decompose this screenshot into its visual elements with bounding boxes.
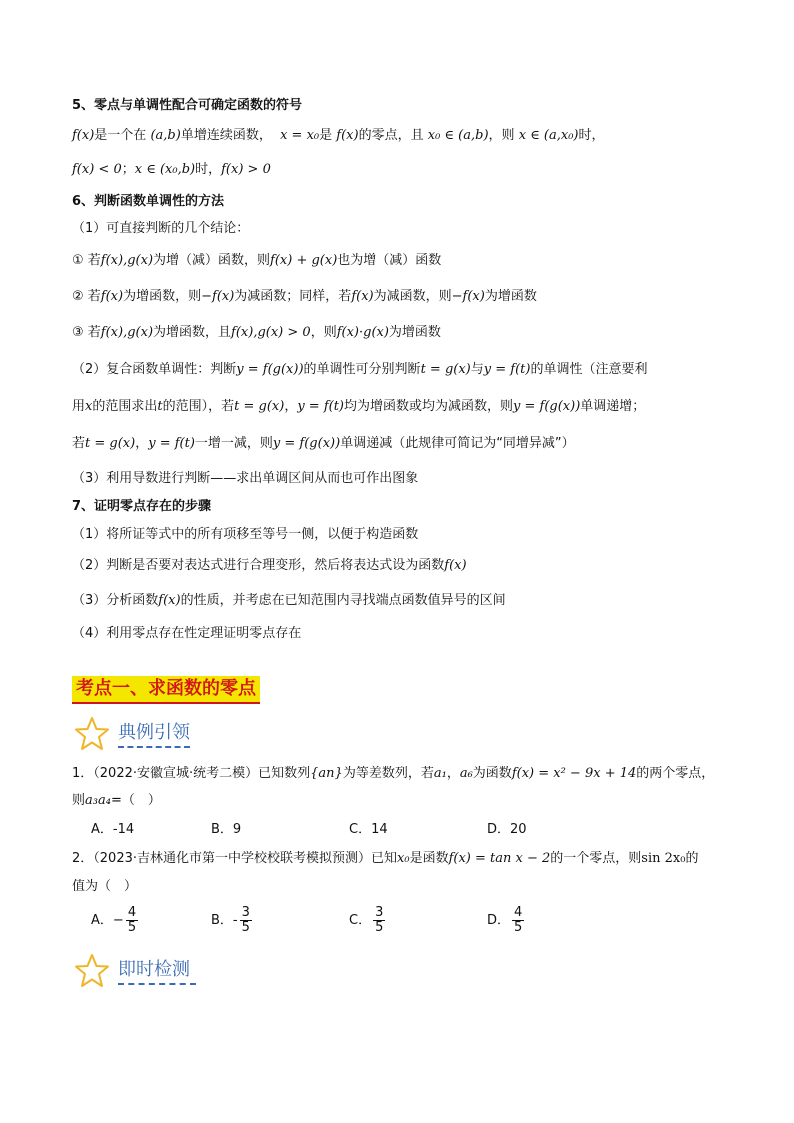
section-5-line-1: f(x)是一个在 (a,b)单增连续函数， x = x₀是 f(x)的零点，且 x₀ ∈ (a,b)，则 x ∈ (a,x₀)时， bbox=[72, 128, 605, 143]
q2-option-a[interactable]: A．− $\frac{4}{5}$ bbox=[91, 905, 137, 935]
topic-banner: 考点一、求函数的零点 bbox=[72, 676, 260, 704]
section-5-title: 5、零点与单调性配合可确定函数的符号 bbox=[72, 98, 303, 113]
q1-option-b[interactable]: B．9 bbox=[211, 822, 242, 837]
question-1: 1．（2022·安徽宣城·统考二模）已知数列{an}为等差数列，若a₁，a₆为函数f(x) = x² − 9x + 14的两个零点， bbox=[72, 766, 715, 781]
section-6-title: 6、判断函数单调性的方法 bbox=[72, 194, 225, 209]
q1-option-d[interactable]: D．20 bbox=[487, 822, 527, 837]
composite-rule-line-1: （2）复合函数单调性：判断y = f(g(x))的单调性可分别判断t = g(x)与y = f(t)的单调性（注意要利 bbox=[72, 362, 648, 377]
example-heading: 典例引领 bbox=[118, 722, 190, 743]
star-icon bbox=[74, 953, 110, 989]
example-heading-underline bbox=[118, 746, 190, 748]
question-1-line-2: 则a₃a₄=（ ） bbox=[72, 793, 161, 808]
conclusion-1: ① 若f(x),g(x)为增（减）函数，则f(x) + g(x)也为增（减）函数 bbox=[72, 253, 442, 268]
q2-option-c[interactable]: C． $\frac{3}{5}$ bbox=[349, 905, 384, 935]
conclusion-2: ② 若f(x)为增函数，则−f(x)为减函数；同样，若f(x)为减函数，则−f(x)为增函数 bbox=[72, 289, 537, 304]
star-icon bbox=[74, 716, 110, 752]
q2-option-b[interactable]: B．- $\frac{3}{5}$ bbox=[211, 905, 250, 935]
step-3: （3）分析函数f(x)的性质，并考虑在已知范围内寻找端点函数值异号的区间 bbox=[72, 593, 506, 608]
q1-option-c[interactable]: C．14 bbox=[349, 822, 388, 837]
conclusion-3: ③ 若f(x),g(x)为增函数，且f(x),g(x) > 0，则f(x)·g(x)为增函数 bbox=[72, 325, 441, 340]
composite-rule-line-2: 用x的范围求出t的范围），若t = g(x)，y = f(t)均为增函数或均为减函数，则y = f(g(x))单调递增； bbox=[72, 399, 646, 414]
step-1: （1）将所证等式中的所有项移至等号一侧，以便于构造函数 bbox=[72, 527, 419, 542]
section-5-line-2: f(x) < 0；x ∈ (x₀,b)时，f(x) > 0 bbox=[72, 162, 271, 177]
q1-option-a[interactable]: A．-14 bbox=[91, 822, 135, 837]
section-6-item-3: （3）利用导数进行判断——求出单调区间从而也可作出图象 bbox=[72, 471, 419, 486]
check-heading: 即时检测 bbox=[118, 959, 190, 980]
q2-option-d[interactable]: D． $\frac{4}{5}$ bbox=[487, 905, 523, 935]
step-2: （2）判断是否要对表达式进行合理变形，然后将表达式设为函数f(x) bbox=[72, 558, 467, 573]
question-2-line-2: 值为（ ） bbox=[72, 879, 138, 894]
check-heading-underline bbox=[118, 983, 196, 985]
section-7-title: 7、证明零点存在的步骤 bbox=[72, 499, 212, 514]
composite-rule-line-3: 若t = g(x)，y = f(t)一增一减，则y = f(g(x))单调递减（此规律可简记为“同增异减”） bbox=[72, 436, 575, 451]
step-4: （4）利用零点存在性定理证明零点存在 bbox=[72, 626, 302, 641]
section-6-item-1: （1）可直接判断的几个结论： bbox=[72, 221, 250, 236]
question-2: 2．（2023·吉林通化市第一中学校校联考模拟预测）已知x₀是函数f(x) = tan x − 2的一个零点，则sin 2x₀的 bbox=[72, 851, 699, 866]
